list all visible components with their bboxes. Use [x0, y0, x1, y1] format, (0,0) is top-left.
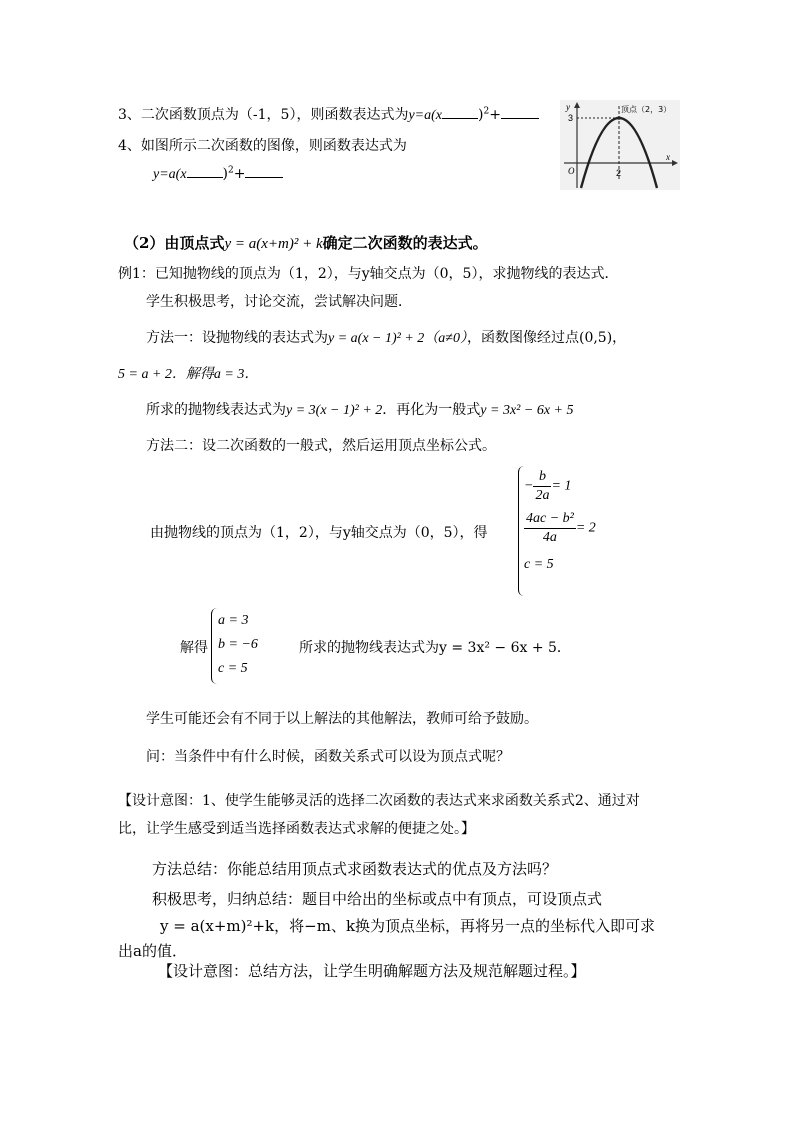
design-intent-2: 【设计意图：总结方法，让学生明确解题方法及规范解题过程。】 — [158, 962, 586, 980]
origin-label: O — [568, 166, 575, 176]
method-1-result: 所求的抛物线表达式为y = 3(x − 1)² + 2．再化为一般式y = 3x² − 6x + 5 — [146, 402, 574, 418]
system-equation-3: c = 5 — [524, 557, 554, 572]
method-2-given: 由抛物线的顶点为（1，2），与y轴交点为（0，5），得 — [150, 525, 488, 541]
parabola-svg — [560, 100, 680, 190]
vertex-dot — [617, 116, 621, 120]
y-tick-label: 3 — [568, 113, 574, 123]
question-vertex-form: 问：当条件中有什么时候，函数关系式可以设为顶点式呢？ — [146, 749, 510, 765]
solution-a: a = 3 — [218, 613, 249, 628]
y-axis-label: y — [566, 102, 570, 112]
section-heading: （2）由顶点式y = a(x+m)² + k确定二次函数的表达式。 — [124, 234, 488, 252]
x-axis-label: x — [666, 152, 670, 162]
other-methods-note: 学生可能还会有不同于以上解法的其他解法，教师可给予鼓励。 — [146, 711, 538, 727]
example-1-discussion: 学生积极思考，讨论交流，尝试解决问题． — [146, 294, 412, 310]
design-intent-1-line1: 【设计意图：1、使学生能够灵活的选择二次函数的表达式来求函数关系式2、通过对 — [118, 793, 640, 809]
answer-blank[interactable] — [245, 177, 283, 178]
answer-blank[interactable] — [442, 118, 478, 119]
method-1-line2: 5 = a + 2．解得a = 3． — [118, 367, 259, 382]
question-4-formula: y=a(x )$^2$+ — [153, 166, 283, 183]
solution-b: b = −6 — [218, 637, 258, 652]
parabola-graph — [560, 100, 680, 190]
x-axis-arrow — [672, 160, 678, 166]
system-equation-1: − $\frac{b}{2a}$ = 1 — [524, 469, 572, 503]
answer-blank[interactable] — [187, 177, 223, 178]
answer-blank[interactable] — [501, 118, 539, 119]
summary-answer-line1: 积极思考，归纳总结：题目中给出的坐标或点中有顶点，可设顶点式 — [152, 890, 603, 908]
design-intent-1-line2: 比，让学生感受到适当选择函数表达式求解的便捷之处。】 — [118, 821, 475, 837]
x-tick-label: 2 — [616, 168, 622, 178]
summary-answer-line2: y = a(x+m)²+k，将−m、k换为顶点坐标，再将另一点的坐标代入即可求 — [160, 917, 656, 935]
solution-c: c = 5 — [218, 661, 248, 676]
example-1-prompt: 例1：已知抛物线的顶点为（1，2），与y轴交点为（0，5），求抛物线的表达式． — [118, 266, 619, 282]
solve-label: 解得 — [180, 640, 208, 656]
vertex-label: 顶点（2，3） — [621, 105, 672, 114]
question-4: 4、如图所示二次函数的图像，则函数表达式为 — [118, 138, 407, 154]
method-1-line1: 方法一：设抛物线的表达式为y = a(x − 1)² + 2（a≠0），函数图像经过点(0,5)， — [146, 330, 627, 346]
y-axis-arrow — [574, 102, 580, 108]
summary-question: 方法总结：你能总结用顶点式求函数表达式的优点及方法吗？ — [152, 860, 558, 878]
method-2-intro: 方法二：设二次函数的一般式，然后运用顶点坐标公式。 — [146, 438, 496, 454]
question-3: 3、二次函数顶点为（-1，5），则函数表达式为y=a(x )$^2$+ — [118, 104, 539, 124]
system-equation-2: $\frac{\text{4ac − b²}}{4a}$ = 2 — [526, 511, 596, 545]
final-answer: 所求的抛物线表达式为y = 3x² − 6x + 5． — [299, 640, 571, 656]
summary-answer-line3: 出a的值． — [118, 942, 187, 960]
